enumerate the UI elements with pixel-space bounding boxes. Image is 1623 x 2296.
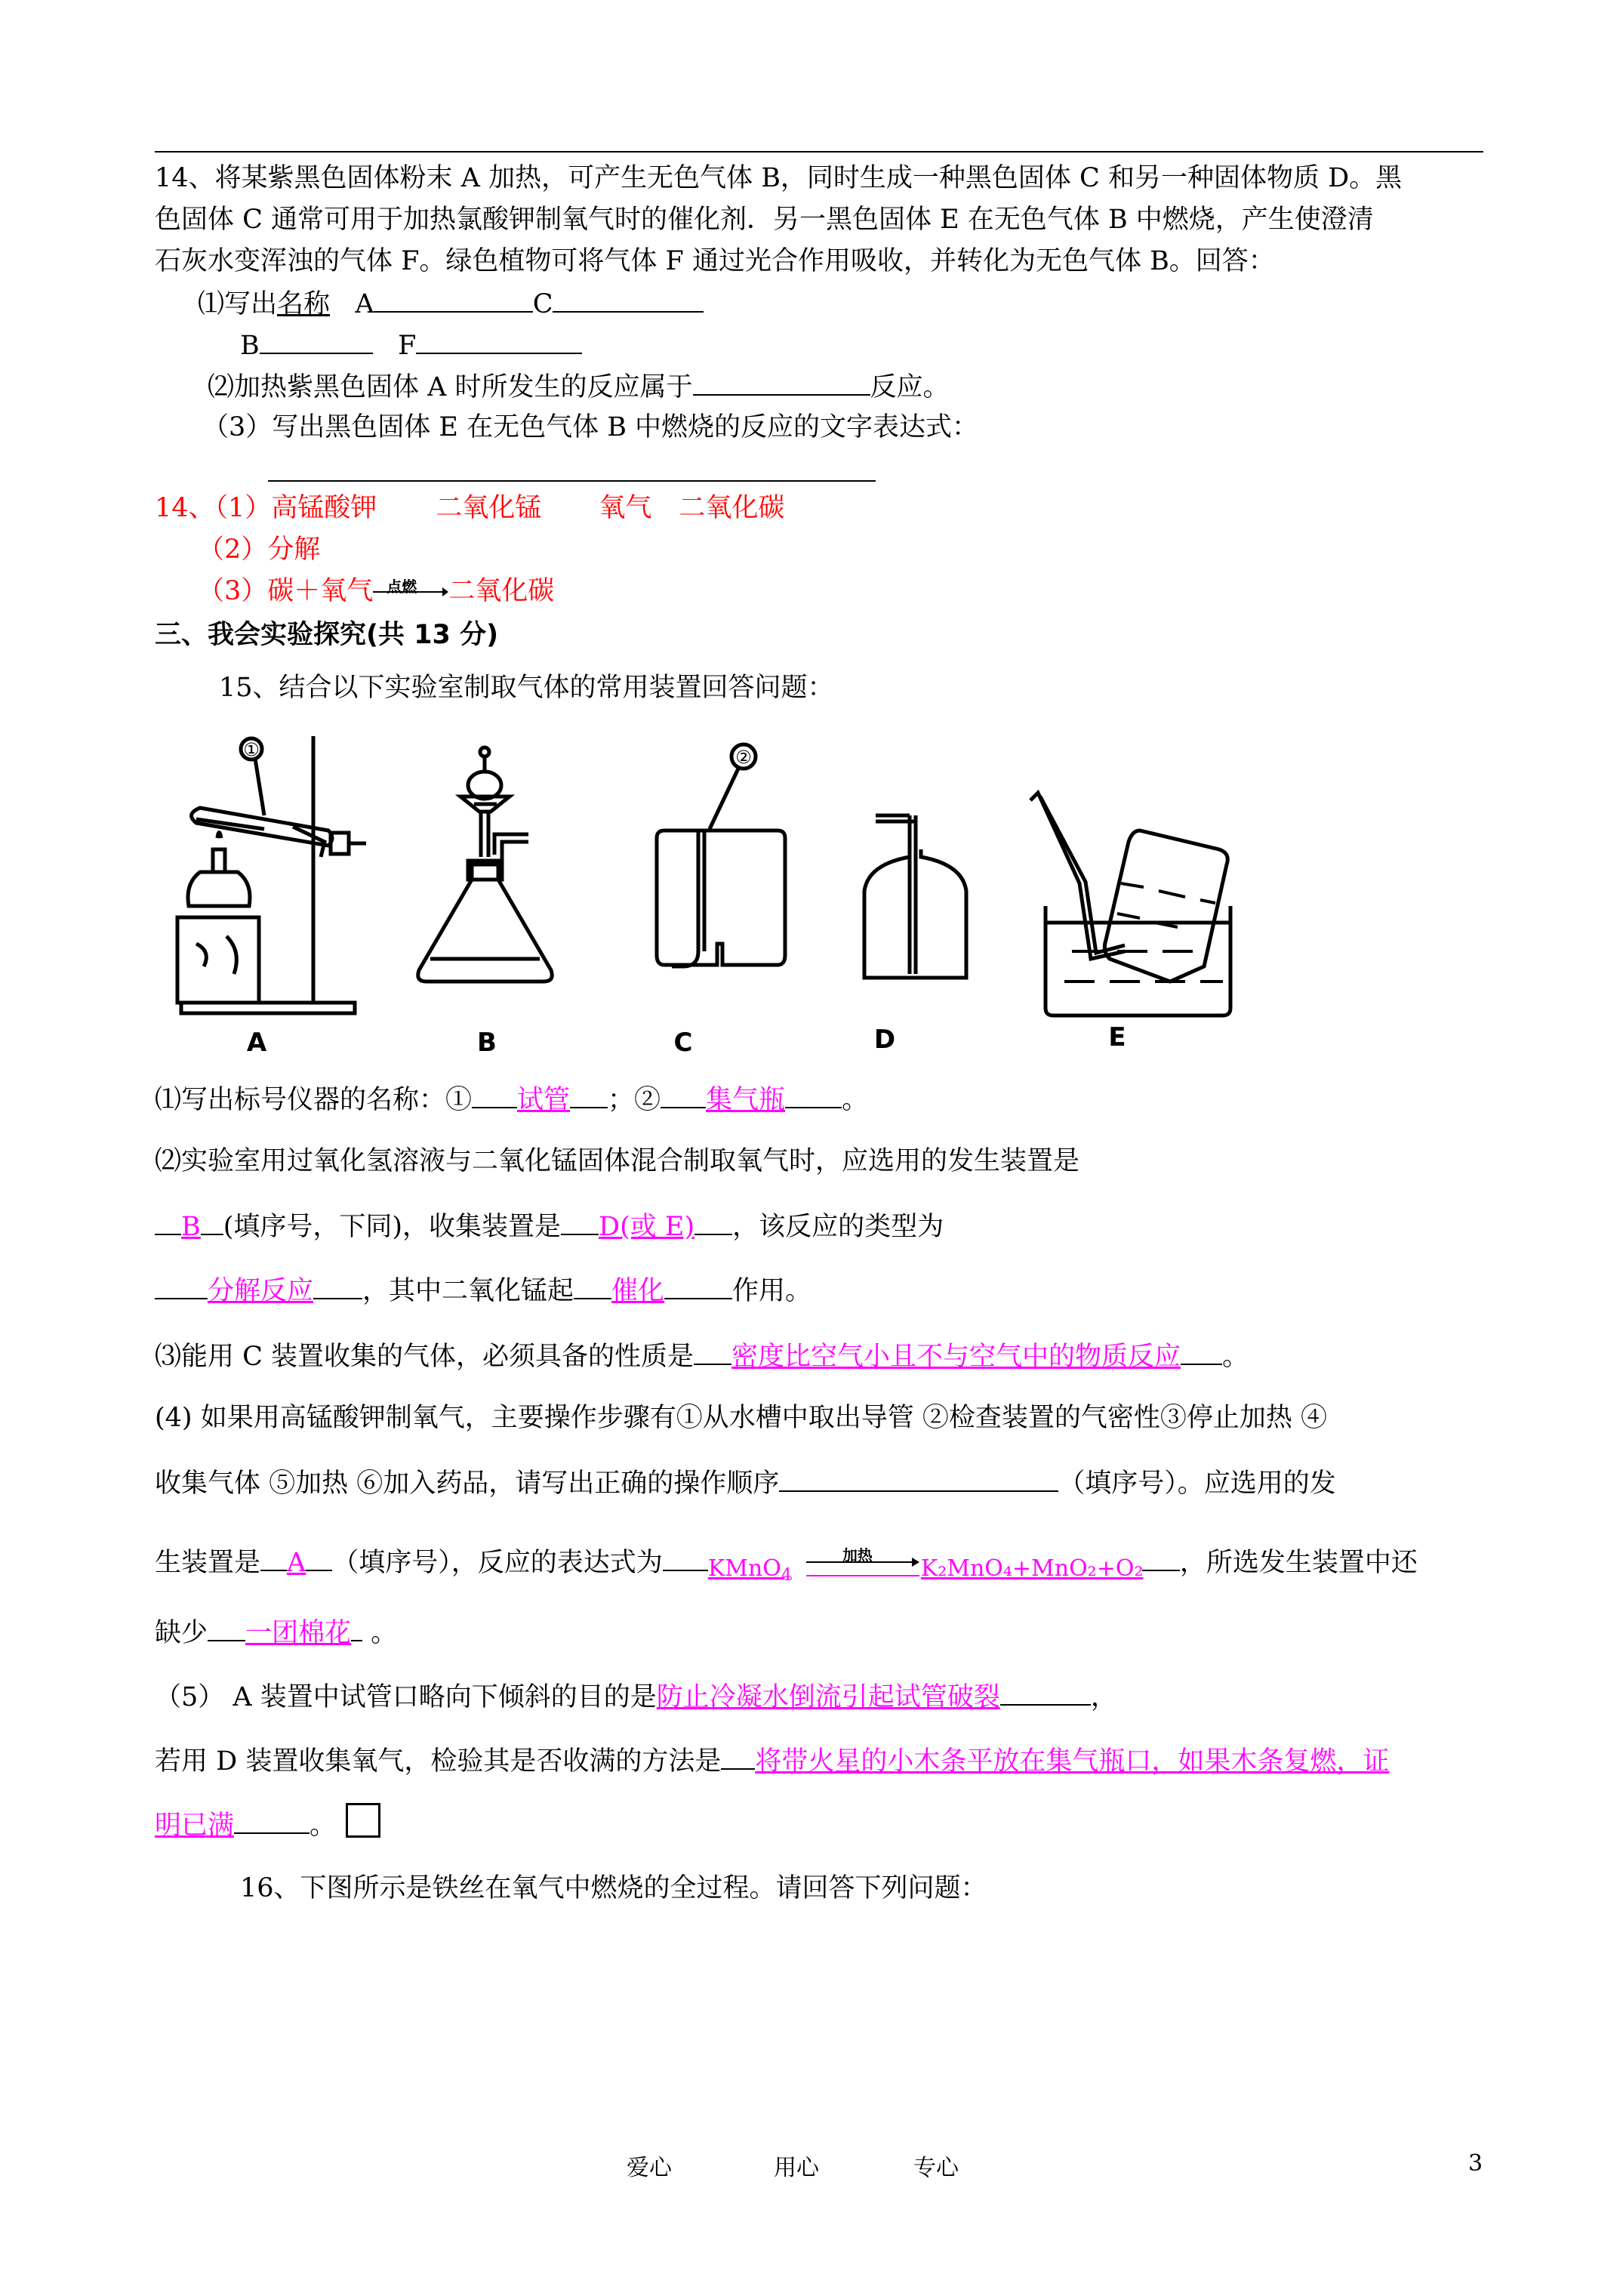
footer-word-3: 专心 [913,2155,959,2181]
q14-ans3-product: 二氧化碳 [448,576,555,606]
q14-part1-row1 [198,285,704,322]
q14-line2: 色固体 C 通常可用于加热氯酸钾制氧气时的催化剂．另一黑色固体 E 在无色气体 B 中燃烧，产生使澄清 [155,205,1374,235]
q15-s4-line4 [155,1614,397,1650]
q15-s2-ans4: 催化 [611,1276,665,1306]
fig-marker-1: ① [243,739,260,760]
footer-word-1: 爱心 [627,2155,672,2181]
fig-label-b: B [477,1028,497,1057]
blank-reaction-type[interactable] [693,368,870,396]
q15-s4-line4a: 缺少 [155,1618,208,1648]
q15-s5-ans2b: 明已满 [155,1811,235,1841]
blank-a[interactable] [374,285,533,313]
q14-ans1-d: 二氧化碳 [679,493,785,523]
blank-order[interactable] [779,1465,1058,1492]
q14-p1-f: F [398,331,417,361]
equation-right: K₂MnO₄+MnO₂+O₂ [920,1555,1144,1582]
q15-s4-ans1: A [287,1548,306,1578]
q14-ans1-prefix: 14、（1）高锰酸钾 [155,493,377,523]
q15-s1-ans1: 试管 [517,1085,571,1115]
q15-s5-prefix: （5） A 装置中试管口略向下倾斜的目的是 [155,1682,657,1712]
blank-expression[interactable] [268,480,876,482]
q14-ans3-prefix: （3）碳＋氧气 [198,576,374,606]
fig-label-d: D [873,1025,896,1055]
q15-s4-line2 [155,1465,1336,1501]
fig-marker-2: ② [735,747,752,768]
q15-s1-end: 。 [842,1085,869,1115]
q14-p2-prefix: ⑵加热紫黑色固体 A 时所发生的反应属于 [208,372,693,402]
q15-s1-prefix: ⑴写出标号仪器的名称：① [155,1085,473,1115]
q14-part3: （3）写出黑色固体 E 在无色气体 B 中燃烧的反应的文字表达式： [202,412,979,442]
q15-s4-line4b: 。 [371,1618,398,1648]
header-rule [155,151,1483,153]
q14-part1-row2 [240,327,582,363]
apparatus-a [177,736,366,1013]
q14-p1-c: C [532,289,553,319]
q14-line1: 14、将某紫黑色固体粉末 A 加热，可产生无色气体 B，同时生成一种黑色固体 C 和另一种固体物质 D。黑 [155,163,1403,193]
q15-s5-end2: 。 [310,1811,337,1841]
apparatus-d [864,815,966,978]
q15-s5-line2 [155,1743,1389,1779]
q15-s2-mid2: ，该反应的类型为 [732,1212,944,1242]
q15-s5-line1 [155,1678,1117,1715]
q14-ans1-b: 二氧化锰 [436,493,542,523]
q15-s3-end: 。 [1222,1342,1249,1372]
q14-p1-prefix: ⑴写出 [198,289,278,319]
q15-s4-line1: (4) 如果用高锰酸钾制氧气，主要操作步骤有①从水槽中取出导管 ②检查装置的气密性③停止加热 ④ [155,1403,1327,1433]
footer-word-2: 用心 [774,2155,819,2181]
q15-s2-ans2: D(或 E) [599,1212,695,1242]
q15-s5-line2a: 若用 D 装置收集氧气，检验其是否收满的方法是 [155,1746,722,1777]
q15-s2-mid1: (填序号，下同)，收集装置是 [223,1212,562,1242]
lab-apparatus-figure [151,725,1246,1057]
equation-left: KMnO$_4$ [707,1555,792,1585]
section3-heading [155,618,498,652]
q14-answer-3 [198,574,554,609]
q15-s5-end1: ， [1090,1682,1117,1712]
blank-f[interactable] [416,327,582,354]
apparatus-c [657,744,785,966]
q14-ans1-c: 氧气 [599,493,652,523]
q14-line3: 石灰水变浑浊的气体 F。绿色植物可将气体 F 通过光合作用吸收，并转化为无色气体 B。回答： [155,246,1275,276]
section3-title: 三、我会实验探究 [155,620,367,650]
q15-s4-line2b: （填序号）。应选用的发 [1058,1469,1336,1499]
q15-s4-line3 [155,1544,1418,1585]
apparatus-b [418,747,553,982]
q14-p1-b: B [240,331,260,361]
q15-s5-line3 [155,1807,336,1843]
q15-s3-prefix: ⑶能用 C 装置收集的气体，必须具备的性质是 [155,1342,694,1372]
q15-s4-ans2: 一团棉花 [245,1618,352,1648]
q15-s3-ans: 密度比空气小且不与空气中的物质反应 [731,1342,1181,1372]
section3-score: (共 13 分) [366,620,499,650]
blank-b[interactable] [260,327,373,354]
arrow-right-icon [806,1546,919,1580]
q15-s2-line1: ⑵实验室用过氧化氢溶液与二氧化锰固体混合制取氧气时，应选用的发生装置是 [155,1146,1080,1176]
q15-s5-ans1: 防止冷凝水倒流引起试管破裂 [656,1682,1000,1712]
q15-s1-ans2: 集气瓶 [706,1085,786,1115]
q16-intro: 16、下图所示是铁丝在氧气中燃烧的全过程。请回答下列问题： [240,1873,987,1903]
q15-s2-line2 [155,1208,944,1244]
q15-s3 [155,1338,1249,1374]
ignite-arrow [373,574,448,604]
blank-c[interactable] [553,285,704,313]
q15-s1 [155,1081,868,1117]
page-number: 3 [1468,2150,1483,2177]
apparatus-e [1030,793,1230,1015]
q15-s2-end: 作用。 [732,1276,812,1306]
q14-part2 [208,368,950,405]
q15-s4-line3b: （填序号），反应的表达式为 [332,1548,663,1578]
q15-intro: 15、结合以下实验室制取气体的常用装置回答问题： [219,673,834,703]
fig-label-a: A [246,1028,267,1057]
q14-answer-2: （2）分解 [198,535,321,565]
q15-s2-ans1: B [181,1212,201,1242]
answer-checkbox[interactable] [346,1803,380,1838]
q14-answer-1 [155,491,784,525]
q14-p1-a: A [355,289,374,319]
kmno4-equation [707,1546,1144,1585]
fig-label-e: E [1108,1022,1126,1052]
fig-label-c: C [673,1028,693,1057]
q14-p1-name: 名称 [277,289,331,319]
arrow-right-icon [373,574,448,604]
ignite-condition: 点燃 [387,578,417,596]
equation-condition: 加热 [842,1546,873,1564]
q15-s4-line2a: 收集气体 ⑤加热 ⑥加入药品，请写出正确的操作顺序 [155,1469,780,1499]
q15-s2-ans3: 分解反应 [208,1276,314,1306]
q15-s2-mid3: ，其中二氧化锰起 [362,1276,574,1306]
q14-p2-suffix: 反应。 [870,372,950,402]
q15-s2-line3 [155,1272,812,1308]
q15-s4-line3a: 生装置是 [155,1548,261,1578]
q15-s5-ans2a: 将带火星的小木条平放在集气瓶口，如果木条复燃，证 [755,1746,1390,1777]
q15-s1-mid: ；② [608,1085,661,1115]
q15-s4-line3c: ，所选发生装置中还 [1179,1548,1418,1578]
